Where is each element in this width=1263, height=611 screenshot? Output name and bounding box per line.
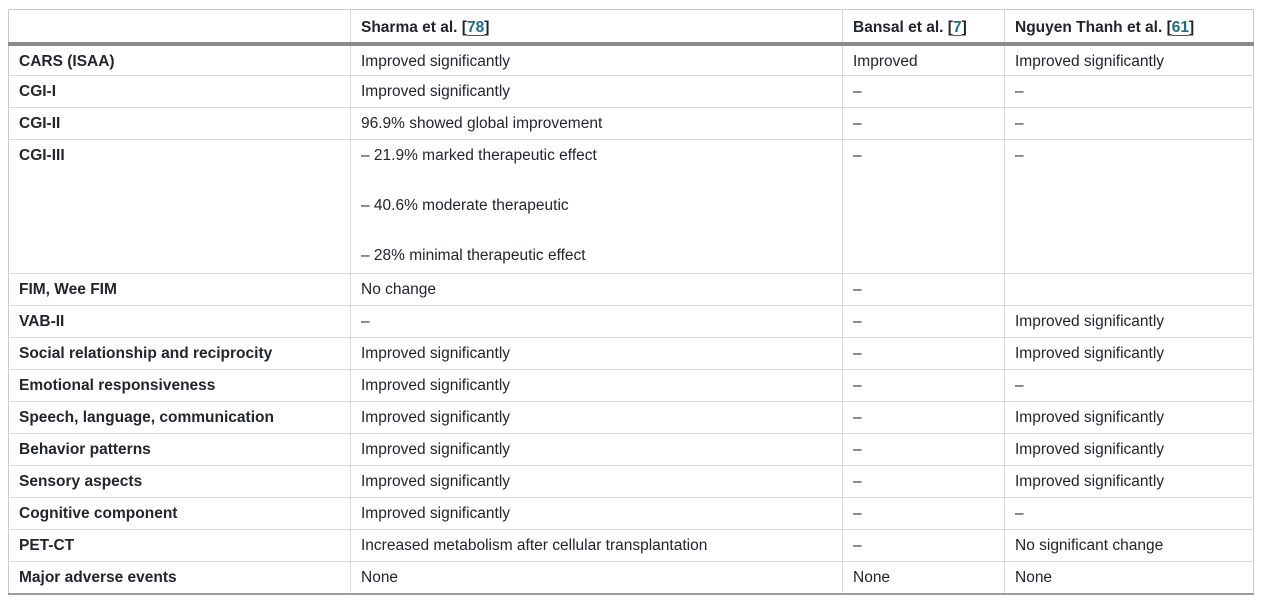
table-cell: None	[843, 562, 1005, 594]
table-cell: Improved significantly	[351, 498, 843, 530]
table-row	[9, 76, 1254, 108]
table-cell: –	[843, 140, 1005, 274]
table-cell: None	[1015, 569, 1053, 586]
row-header: VAB-II	[9, 306, 351, 338]
table-row	[9, 140, 1254, 274]
table-cell: –	[843, 434, 1005, 466]
table-cell: Improved significantly	[351, 44, 843, 76]
table-cell-line: – 40.6% moderate therapeutic	[361, 197, 569, 214]
table-cell-line: – 21.9% marked therapeutic effect	[361, 147, 597, 164]
row-header: Behavior patterns	[9, 434, 351, 466]
table-cell: –	[843, 402, 1005, 434]
table-cell: –	[843, 76, 1005, 108]
table-cell: –	[843, 498, 1005, 530]
table-row	[9, 306, 1254, 338]
column-header-nguyen-thanh	[1005, 10, 1254, 44]
row-header: Sensory aspects	[9, 466, 351, 498]
column-header-measure	[9, 10, 351, 44]
column-header-bansal	[843, 10, 1005, 44]
table-cell: Improved	[843, 44, 1005, 76]
header-row	[9, 10, 1254, 44]
header-text: Sharma et al. [	[361, 19, 467, 36]
table-cell: Improved significantly	[1005, 434, 1254, 466]
table-row	[9, 44, 1254, 76]
table-cell: Improved significantly	[1005, 466, 1254, 498]
citation-link-78[interactable]: 78	[466, 19, 485, 36]
table-cell	[351, 140, 843, 274]
table-cell: Increased metabolism after cellular transplantation	[351, 530, 843, 562]
table-row	[9, 370, 1254, 402]
table-row	[9, 466, 1254, 498]
table-cell: –	[843, 108, 1005, 140]
table-cell	[1005, 274, 1254, 306]
row-header: Speech, language, communication	[9, 402, 351, 434]
table-cell: Improved significantly	[351, 338, 843, 370]
row-header: CGI-II	[9, 108, 351, 140]
table-cell: –	[843, 306, 1005, 338]
row-header: PET-CT	[9, 530, 351, 562]
table-cell: No change	[351, 274, 843, 306]
header-text: ]	[961, 19, 967, 36]
row-header: Social relationship and reciprocity	[9, 338, 351, 370]
study-comparison-table	[8, 9, 1254, 595]
table-header	[9, 10, 1254, 44]
header-text: Nguyen Thanh et al. [	[1015, 19, 1172, 36]
table-row	[9, 402, 1254, 434]
table-cell: Improved significantly	[351, 466, 843, 498]
table-cell-line: – 28% minimal therapeutic effect	[361, 247, 586, 264]
citation-link-61[interactable]: 61	[1171, 19, 1189, 36]
table-cell: –	[1005, 498, 1254, 530]
table-cell: No significant change	[1005, 530, 1254, 562]
row-header: CGI-III	[9, 140, 351, 274]
row-header: CARS (ISAA)	[9, 44, 351, 76]
table-cell: –	[843, 530, 1005, 562]
table-body	[9, 44, 1254, 594]
table-cell: –	[843, 274, 1005, 306]
table-row	[9, 108, 1254, 140]
table-cell: –	[843, 466, 1005, 498]
header-text: Bansal et al. [	[853, 19, 953, 36]
table-cell: Improved significantly	[1005, 402, 1254, 434]
table-cell: –	[1005, 140, 1254, 274]
table-cell: Improved significantly	[351, 434, 843, 466]
table-cell: None	[351, 562, 843, 594]
table-cell: –	[843, 370, 1005, 402]
row-header: Cognitive component	[9, 498, 351, 530]
table-cell: Improved significantly	[351, 402, 843, 434]
table-cell: Improved significantly	[351, 370, 843, 402]
table-row	[9, 498, 1254, 530]
table-cell: –	[1005, 370, 1254, 402]
table-cell: –	[351, 306, 843, 338]
table-cell: –	[1005, 76, 1254, 108]
table-row	[9, 434, 1254, 466]
table-row	[9, 338, 1254, 370]
header-text: ]	[1188, 19, 1195, 36]
table-cell: Improved significantly	[1005, 338, 1254, 370]
table-cell: Improved significantly	[1005, 44, 1254, 76]
table-row	[9, 274, 1254, 306]
header-text: ]	[484, 19, 490, 36]
table-cell: –	[843, 338, 1005, 370]
citation-link-7[interactable]: 7	[952, 19, 962, 36]
table-cell: 96.9% showed global improvement	[351, 108, 843, 140]
table-row	[9, 530, 1254, 562]
table-cell: Improved significantly	[1005, 306, 1254, 338]
row-header: Emotional responsiveness	[9, 370, 351, 402]
column-header-sharma	[351, 10, 843, 44]
row-header: CGI-I	[9, 76, 351, 108]
study-comparison-table-wrap	[8, 9, 1254, 595]
table-cell: Improved significantly	[351, 76, 843, 108]
row-header: FIM, Wee FIM	[9, 274, 351, 306]
row-header: Major adverse events	[9, 562, 351, 594]
table-cell: –	[1005, 108, 1254, 140]
table-row	[9, 562, 1254, 594]
